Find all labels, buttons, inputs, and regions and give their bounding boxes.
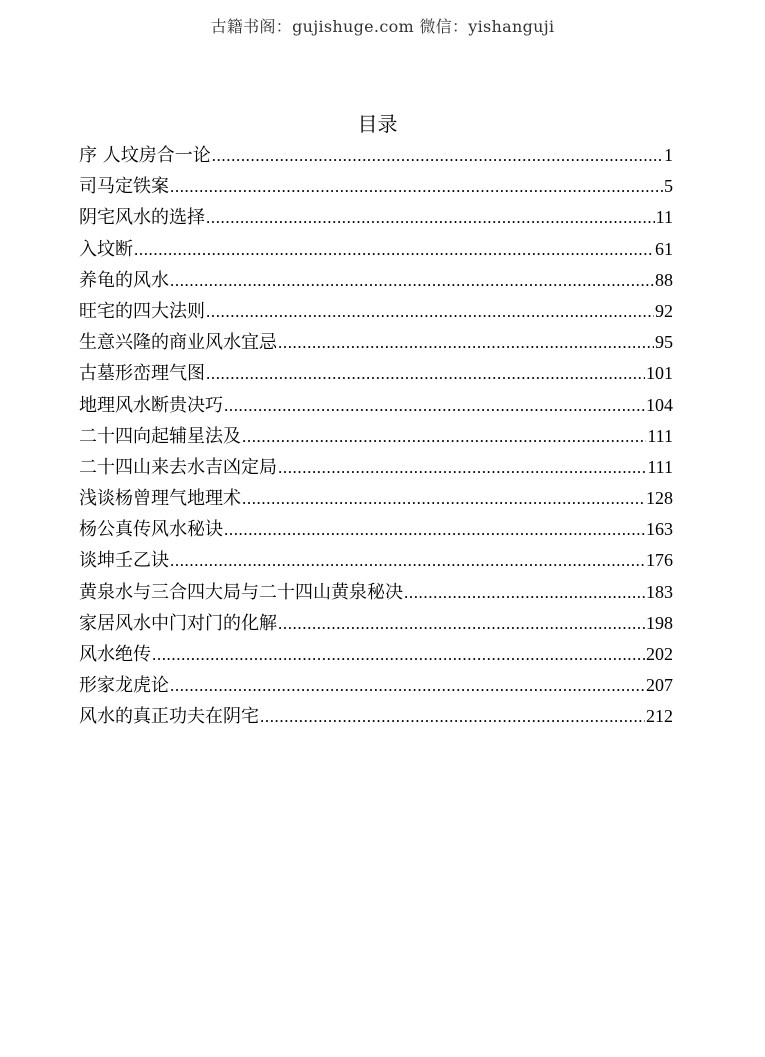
dot-leader xyxy=(260,701,645,732)
toc-entry[interactable] xyxy=(79,171,673,202)
toc-entry-title: 入坟断 xyxy=(79,238,133,260)
toc-entry-title: 地理风水断贵决巧 xyxy=(79,394,223,416)
toc-entry-page: 104 xyxy=(646,394,673,415)
watermark-header: 古籍书阁：gujishuge.com 微信：yishanguji xyxy=(210,17,555,36)
toc-entry-page: 95 xyxy=(655,332,673,353)
toc-entry-title: 浅谈杨曾理气地理术 xyxy=(79,488,241,510)
toc-entry-page: 92 xyxy=(655,300,673,321)
toc-entry-page: 11 xyxy=(655,207,673,228)
toc-entry-page: 5 xyxy=(664,176,673,197)
dot-leader xyxy=(170,670,645,701)
dot-leader xyxy=(170,171,663,202)
toc-entry[interactable] xyxy=(79,514,673,545)
toc-entry-title: 谈坤壬乙诀 xyxy=(79,550,169,572)
toc-entry[interactable] xyxy=(79,296,673,327)
toc-entry[interactable] xyxy=(79,202,673,233)
dot-leader xyxy=(278,608,645,639)
toc-entry[interactable] xyxy=(79,701,673,732)
dot-leader xyxy=(170,545,645,576)
toc-entry-title: 生意兴隆的商业风水宜忌 xyxy=(79,332,277,354)
toc-entry-page: 128 xyxy=(646,488,673,509)
dot-leader xyxy=(242,483,645,514)
toc-entry-page: 61 xyxy=(655,238,673,259)
toc-entry-title: 古墓形峦理气图 xyxy=(79,363,205,385)
toc-entry[interactable] xyxy=(79,358,673,389)
toc-entry-page: 163 xyxy=(646,519,673,540)
toc-entry-title: 序 人坟房合一论 xyxy=(79,145,211,166)
toc-entry-title: 阴宅风水的选择 xyxy=(79,207,205,229)
toc-entry-title: 形家龙虎论 xyxy=(79,675,169,697)
toc-entry-title: 二十四向起辅星法及 xyxy=(79,425,241,447)
toc-entry[interactable] xyxy=(79,577,673,608)
toc-entry-page: 202 xyxy=(646,644,673,664)
toc-title: 目录 xyxy=(357,112,398,136)
toc-entry-page: 101 xyxy=(646,363,673,384)
toc-entry-title: 二十四山来去水吉凶定局 xyxy=(79,456,277,478)
dot-leader xyxy=(242,421,646,452)
toc-entry-title: 黄泉水与三合四大局与二十四山黄泉秘决 xyxy=(79,581,403,603)
toc-entry-page: 176 xyxy=(646,550,673,571)
dot-leader xyxy=(206,202,655,233)
toc-entry[interactable] xyxy=(79,483,673,514)
toc-entry-page: 111 xyxy=(647,456,673,477)
dot-leader xyxy=(152,639,645,670)
dot-leader xyxy=(224,514,645,545)
toc-entry[interactable] xyxy=(79,421,673,452)
toc-entry-title: 旺宅的四大法则 xyxy=(79,300,205,322)
toc-entry[interactable] xyxy=(79,670,673,701)
dot-leader xyxy=(224,390,645,421)
toc-entry-page: 183 xyxy=(646,581,673,602)
toc-entry-title: 杨公真传风水秘诀 xyxy=(79,519,223,541)
toc-entry-page: 198 xyxy=(646,612,673,633)
dot-leader xyxy=(212,140,663,171)
toc-entry-title: 风水绝传 xyxy=(79,644,151,665)
toc-entry[interactable] xyxy=(79,265,673,296)
dot-leader xyxy=(404,577,645,608)
toc-entry-title: 家居风水中门对门的化解 xyxy=(79,612,277,634)
toc-entry-page: 212 xyxy=(646,706,673,727)
toc-entry[interactable] xyxy=(79,545,673,576)
toc-entry[interactable] xyxy=(79,639,673,670)
dot-leader xyxy=(206,358,645,389)
dot-leader xyxy=(134,234,654,265)
toc-entry[interactable] xyxy=(79,390,673,421)
toc-entry[interactable] xyxy=(79,608,673,639)
toc-entry[interactable] xyxy=(79,140,673,171)
toc-entry-title: 养龟的风水 xyxy=(79,269,169,291)
dot-leader xyxy=(170,265,654,296)
toc-entry-title: 司马定铁案 xyxy=(79,176,169,198)
toc-entry-title: 风水的真正功夫在阴宅 xyxy=(79,706,259,728)
toc-entry-page: 111 xyxy=(647,425,673,446)
toc-entry-page: 88 xyxy=(655,269,673,290)
toc-entry[interactable] xyxy=(79,452,673,483)
toc-entry[interactable] xyxy=(79,327,673,358)
dot-leader xyxy=(278,327,654,358)
toc-entry-page: 207 xyxy=(646,675,673,696)
toc-entry-page: 1 xyxy=(664,145,673,165)
dot-leader xyxy=(206,296,654,327)
table-of-contents xyxy=(79,140,673,733)
toc-entry[interactable] xyxy=(79,234,673,265)
dot-leader xyxy=(278,452,646,483)
